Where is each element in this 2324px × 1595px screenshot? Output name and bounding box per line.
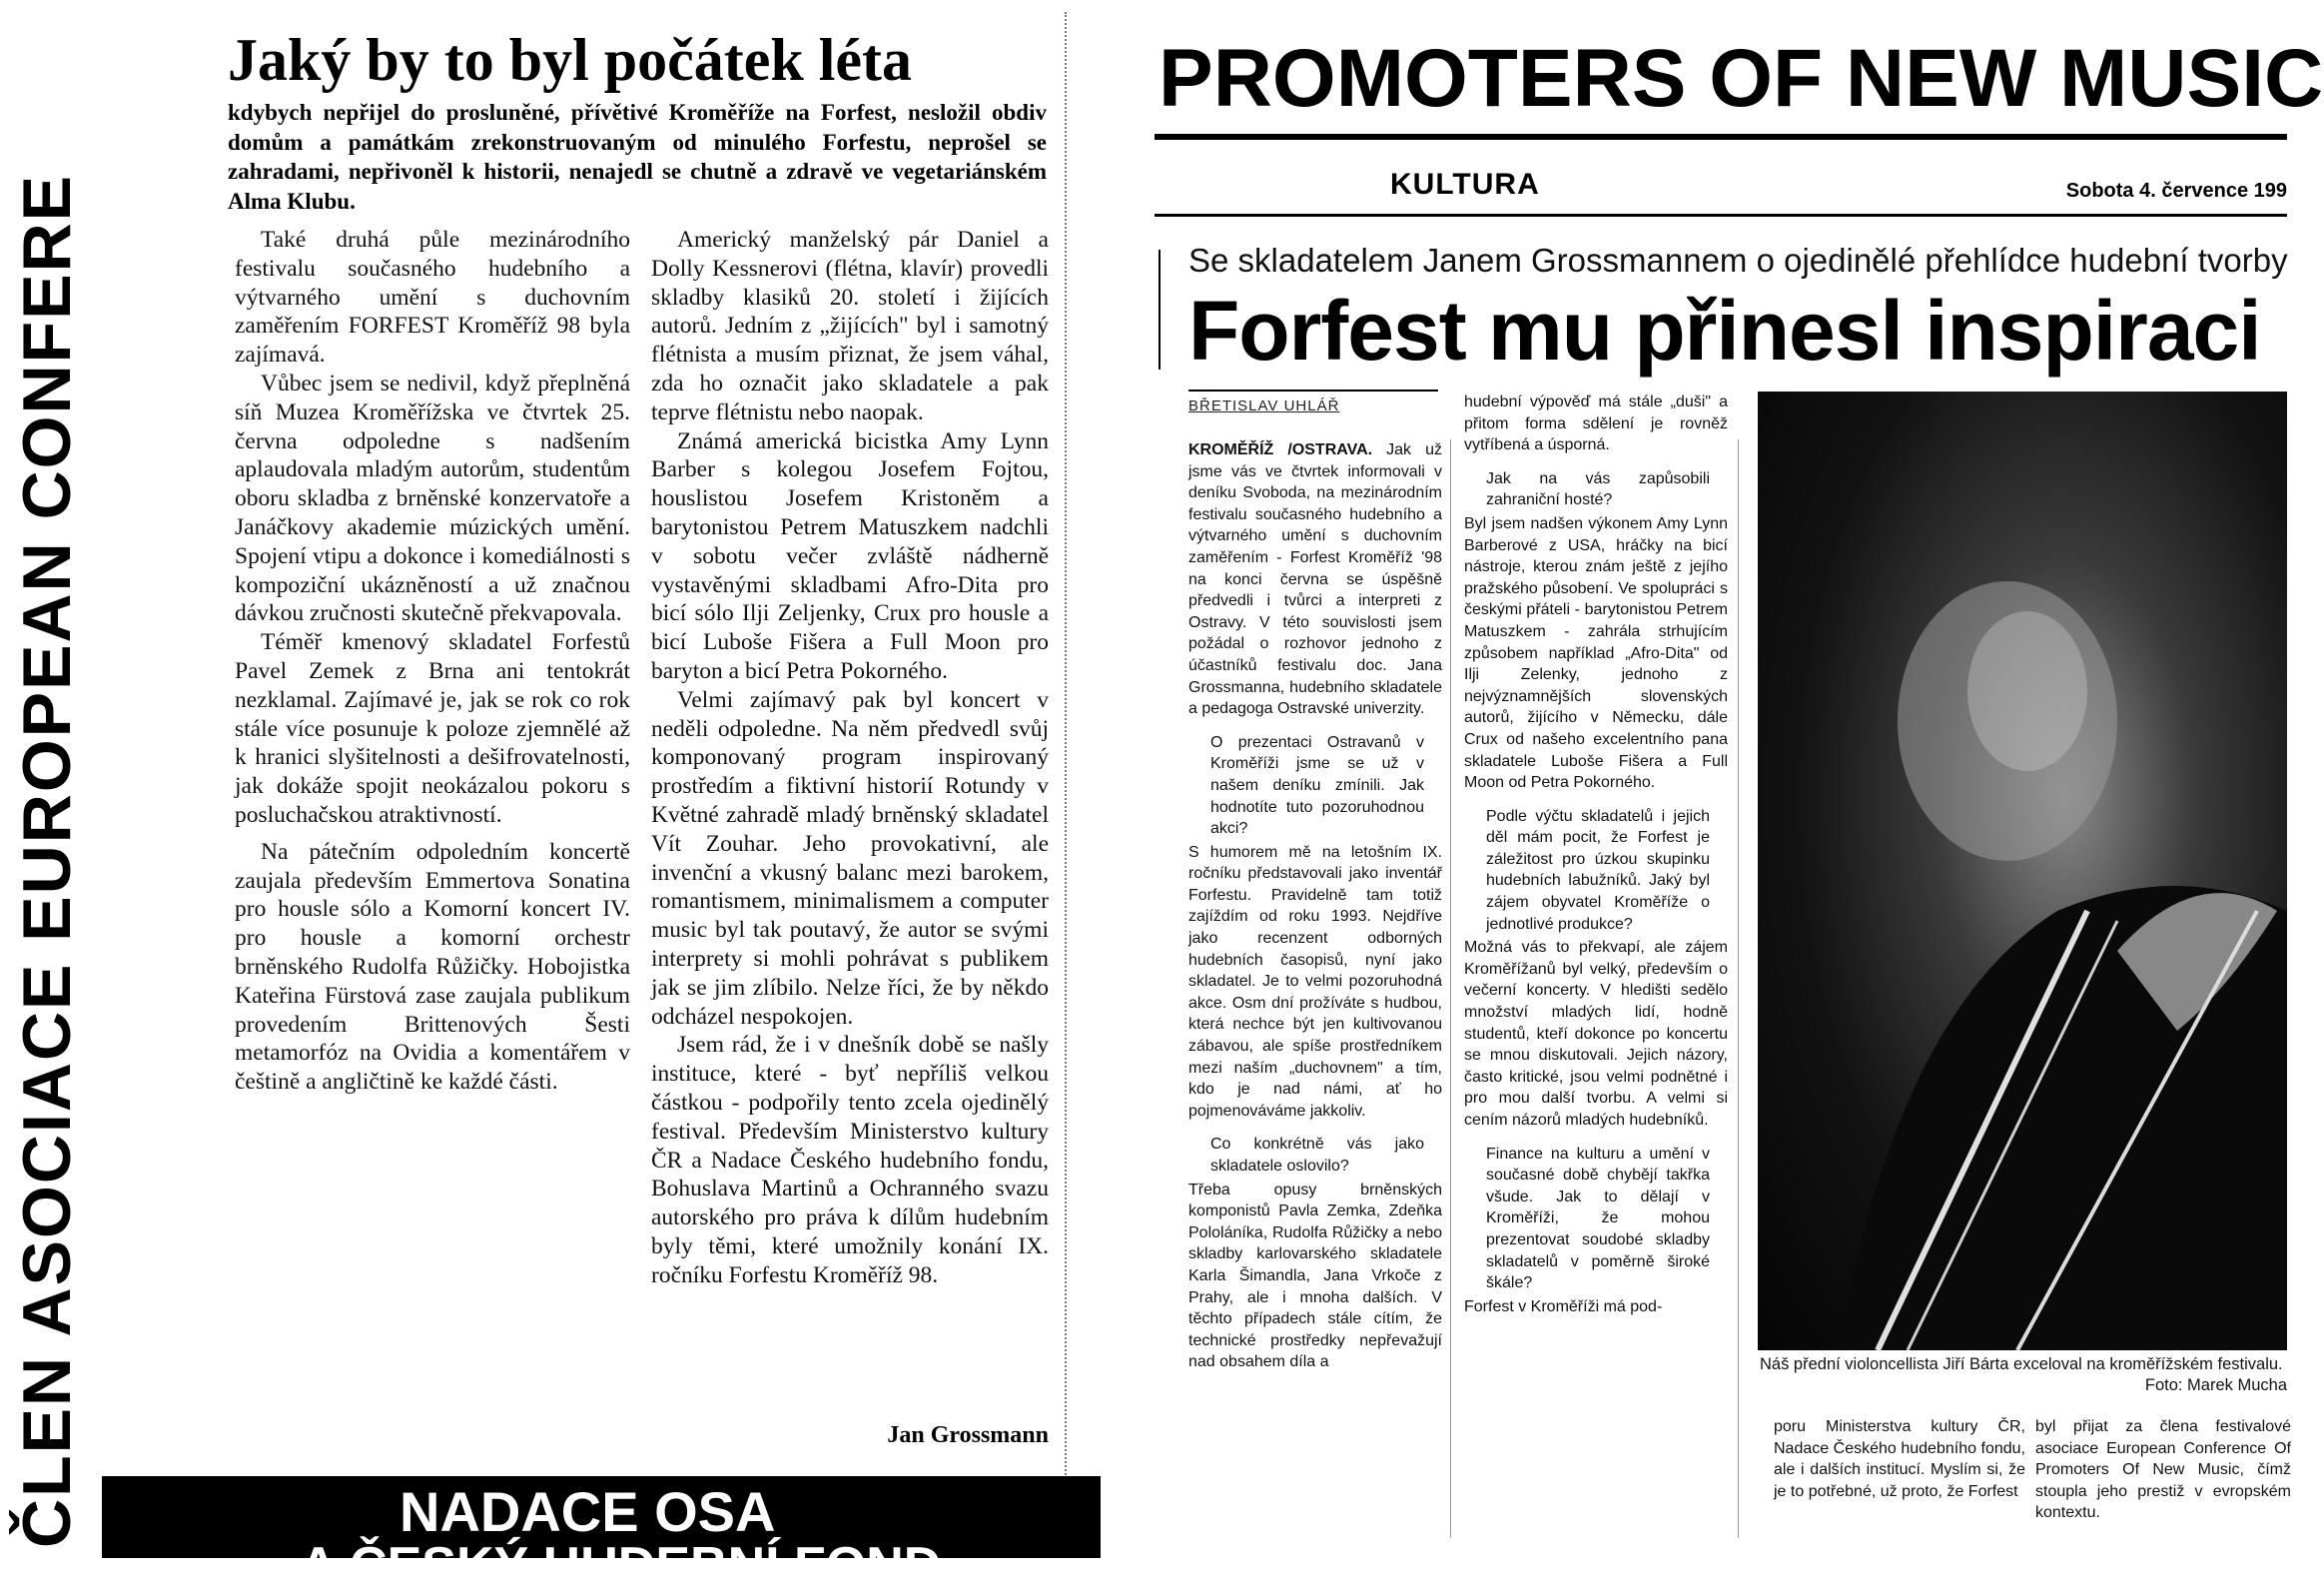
column-divider <box>1450 439 1451 1538</box>
cellist-photo-illustration <box>1758 392 2287 1350</box>
paragraph: Vůbec jsem se nedivil, když přeplněná síň Muzea Kroměřížska ve čtvrtek 25. června odpoledne s nadšením aplaudovala mladým autorům, studentům oboru skladba z brněnské konzervatoře a Janáčkovy akademie múzických umění. Spojení vtipu a dokonce i komediálnosti s kompoziční ukázněností a už značnou dávkou zručnosti skutečně překvapovala. <box>235 370 630 627</box>
left-article-column-1 <box>235 226 630 1097</box>
top-banner-rule <box>1155 134 2287 140</box>
left-article-headline: Jaký by to byl počátek léta <box>228 27 913 93</box>
section-rule <box>1155 214 2287 217</box>
interview-answer: Možná vás to překvapí, ale zájem Kroměřížanů byl velký, především o večerní koncerty. V hledišti sedělo množství mladých lidí, hodně studentů, kteří dokonce po koncertu se mnou diskutovali. Jejich názory, často kritické, jsou velmi podnětné i pro mou další tvorbu. A velmi si cením názorů mladých hudebníků. <box>1464 939 1728 1129</box>
interview-answer: Třeba opusy brněnských komponistů Pavla Zemka, Zdeňka Pololáníka, Rudolfa Růžičky a nebo skladby karlovarského skladatele Karla Šimandla, Jana Vrkoče z Prahy, ale i mnoha dalších. V těchto případech stále cítím, že technické prostředky nepřevažují nad obsahem díla a <box>1188 1181 1442 1371</box>
photo-caption: Náš přední violoncellista Jiří Bárta exceloval na kroměřížském festivalu. <box>1760 1355 2283 1373</box>
bottom-banner-subtitle: A ČESKÝ HUDEBNÍ FOND <box>300 1537 942 1595</box>
dateline: KROMĚŘÍŽ /OSTRAVA. <box>1188 441 1373 458</box>
paragraph: byl přijat za člena festivalové asociace European Conference Of Promoters Of New Music, čímž stoupla jeho prestiž v evropském kontextu. <box>2035 1418 2291 1522</box>
paragraph: Známá americká bicistka Amy Lynn Barber s kolegou Josefem Fojtou, houslistou Josefem Kristoněm a barytonistou Petrem Matuszkem nadchli v sobotu večer zvláště nádherně vystavěnými skladbami Afro-Dita pro bicí sólo Ilji Zeljenky, Crux pro housle a bicí Luboše Fišera a Full Moon pro baryton a bicí Petra Pokorného. <box>651 427 1049 684</box>
interview-answer: hudební výpověď má stále „duši" a přitom forma sdělení je rovněž vytříbená a úsporná. <box>1464 394 1728 454</box>
article-kicker: Se skladatelem Janem Grossmannem o ojedinělé přehlídce hudební tvorby <box>1188 242 2288 279</box>
interview-column-1 <box>1188 439 1442 1373</box>
top-banner-title: PROMOTERS OF NEW MUSIC <box>1159 33 2324 124</box>
bottom-banner-title: NADACE OSA <box>399 1480 776 1543</box>
article-byline: BŘETISLAV UHLÁŘ <box>1188 398 1340 414</box>
paragraph: Jsem rád, že i v dnešník době se našly instituce, které - byť nepříliš velkou částkou - podpořily tento zcela ojedinělý festival. Především Ministerstvo kultury ČR a Nadace Českého hudebního fondu, Bohuslava Martinů a Ochranného svazu autorského pro práva k dílům hudebním byly těmi, které umožnily konání IX. ročníku Forfestu Kroměříž 98. <box>651 1032 1049 1288</box>
left-article-column-2 <box>651 226 1049 1289</box>
paragraph: Na pátečním odpoledním koncertě zaujala především Emmertova Sonatina pro housle sólo a Komorní koncert IV. pro housle a komorní orchestr brněnského Rudolfa Růžičky. Hobojistka Kateřina Fürstová zase zaujala publikum provedením Brittenových Šesti metamorfóz na Ovidia a komentářem v češtině a angličtině ke každé části. <box>235 838 630 1096</box>
paragraph: Také druhá půle mezinárodního festivalu současného hudebního a výtvarného umění s duchovním zaměřením FORFEST Kroměříž 98 byla zajímavá. <box>235 227 630 369</box>
intro-text: Jak už jsme vás ve čtvrtek informovali v deníku Svoboda, na mezinárodním festivalu současného hudebního a výtvarného umění s duchovním zaměřením - Forfest Kroměříž '98 na konci června se úspěšně předvedli i tvůrci a interpreti z Ostravy. V této souvislosti jsem požádal o rozhovor jednoho z účastníků festivalu doc. Jana Grossmanna, hudebního skladatele a pedagoga Ostravské univerzity. <box>1188 441 1442 718</box>
paragraph <box>1188 439 1442 720</box>
paragraph: Americký manželský pár Daniel a Dolly Kessnerovi (flétna, klavír) provedli skladby klasiků 20. století i žijících autorů. Jedním z „žijících" byl i samotný flétnista a musím přiznat, že jsem váhal, zda ho označit jako skladatele a pak teprve flétnistu nebo naopak. <box>651 227 1049 425</box>
cellist-photo <box>1758 392 2287 1350</box>
section-name: KULTURA <box>1390 168 1540 201</box>
paragraph: Velmi zajímavý pak byl koncert v neděli odpoledne. Na něm předvedl svůj komponovaný program inspirovaný prostředím a fiktivní historií Rotundy v Květné zahradě mladý brněnský skladatel Vít Zouhar. Jeho provokativní, ale invenční a vkusný balanc mezi barokem, romantismem, minimalismem a computer music byl tak poutavý, že autor se svými interprety si mohli pohrávat s publikem jak se jim zlíbilo. Nelze říci, že by někdo odcházel nespokojen. <box>651 686 1049 1030</box>
interview-question: Jak na vás zapůsobili zahraniční hosté? <box>1486 469 1710 509</box>
byline-rule <box>1188 390 1438 392</box>
vertical-banner-text: ČLEN ASOCIACE EUROPEAN CONFERE <box>9 173 85 1548</box>
interview-question: Finance na kulturu a umění v současné době chybějí takřka všude. Jak to dělají v Kroměříži, že mohou prezentovat soudobé skladby skladatelů v poměrně široké škále? <box>1486 1145 1710 1292</box>
interview-column-4 <box>2035 1416 2291 1524</box>
left-article-author: Jan Grossmann <box>887 1422 1049 1448</box>
interview-answer: S humorem mě na letošním IX. ročníku představovali jako inventář Forfestu. Pravidelně tam totiž zajíždím od roku 1993. Nejdříve jako recenzent odborných hudebních časopisů, nyní jako skladatel. Je to velmi pozoruhodná akce. Osm dní prožíváte s hudbou, která nechce být jen kultivovanou zábavou, ale spíše prostředníkem mezi naším „duchovnem" a tím, kdo je nad námi, ať ho pojmenováváme jakkoliv. <box>1188 843 1442 1120</box>
interview-answer: Byl jsem nadšen výkonem Amy Lynn Barberové z USA, hráčky na bicí nástroje, kterou znám ještě z jejího pražského působení. Ve spolupráci s českými přáteli - barytonistou Petrem Matuszkem - zahrála strhujícím způsobem například „Afro-Dita" od Ilji Zelenky, jednoho z nejvýznamnějších slovenských autorů, žijícího v Německu, dále Crux od našeho excelentního pana skladatele Luboše Fišera a Full Moon od Petra Pokorného. <box>1464 514 1728 792</box>
interview-column-3 <box>1774 1416 2025 1502</box>
left-article-lead: kdybych nepřijel do prosluněné, přívětivé Kroměříže na Forfest, nesložil obdiv domům a památkám zrekonstruovaným od minulého Forfestu, neprošel se zahradami, nepřivoněl k historii, nenajedl se chutně a zdravě ve vegetariánském Alma Klubu. <box>228 100 1047 214</box>
article-headline: Forfest mu přinesl inspiraci <box>1188 284 2261 378</box>
page-divider <box>1065 12 1067 1510</box>
column-divider <box>1738 439 1739 1538</box>
photo-credit: Foto: Marek Mucha <box>2144 1376 2287 1394</box>
margin-rule <box>1159 250 1161 370</box>
interview-column-2 <box>1464 392 1728 1317</box>
interview-question: Co konkrétně vás jako skladatele oslovilo? <box>1210 1136 1424 1175</box>
issue-date: Sobota 4. července 199 <box>2065 180 2287 202</box>
interview-question: Podle výčtu skladatelů i jejich děl mám pocit, že Forfest je záležitost pro úzkou skupinku hudebních labužníků. Jaký byl zájem obyvatel Kroměříže o jednotlivé produkce? <box>1486 807 1710 933</box>
vertical-banner <box>0 0 88 1558</box>
paragraph: poru Ministerstva kultury ČR, Nadace Českého hudebního fondu, ale i dalších institucí. Myslím si, že je to potřebné, už proto, že Forfest <box>1774 1418 2025 1500</box>
interview-answer: Forfest v Kroměříži má pod- <box>1464 1297 1663 1315</box>
interview-question: O prezentaci Ostravanů v Kroměříži jsme se už v našem deníku zmínili. Jak hodnotíte tuto pozoruhodnou akci? <box>1210 733 1424 838</box>
paragraph: Téměř kmenový skladatel Forfestů Pavel Zemek z Brna ani tentokrát nezklamal. Zajímavé je, jak se rok co rok stále více posunuje k poloze zjemnělé až k hranici slyšitelnosti a dešifrovatelnosti, jak dokáže spojit neokázalou pokoru s posluchačskou atraktivností. <box>235 629 630 828</box>
